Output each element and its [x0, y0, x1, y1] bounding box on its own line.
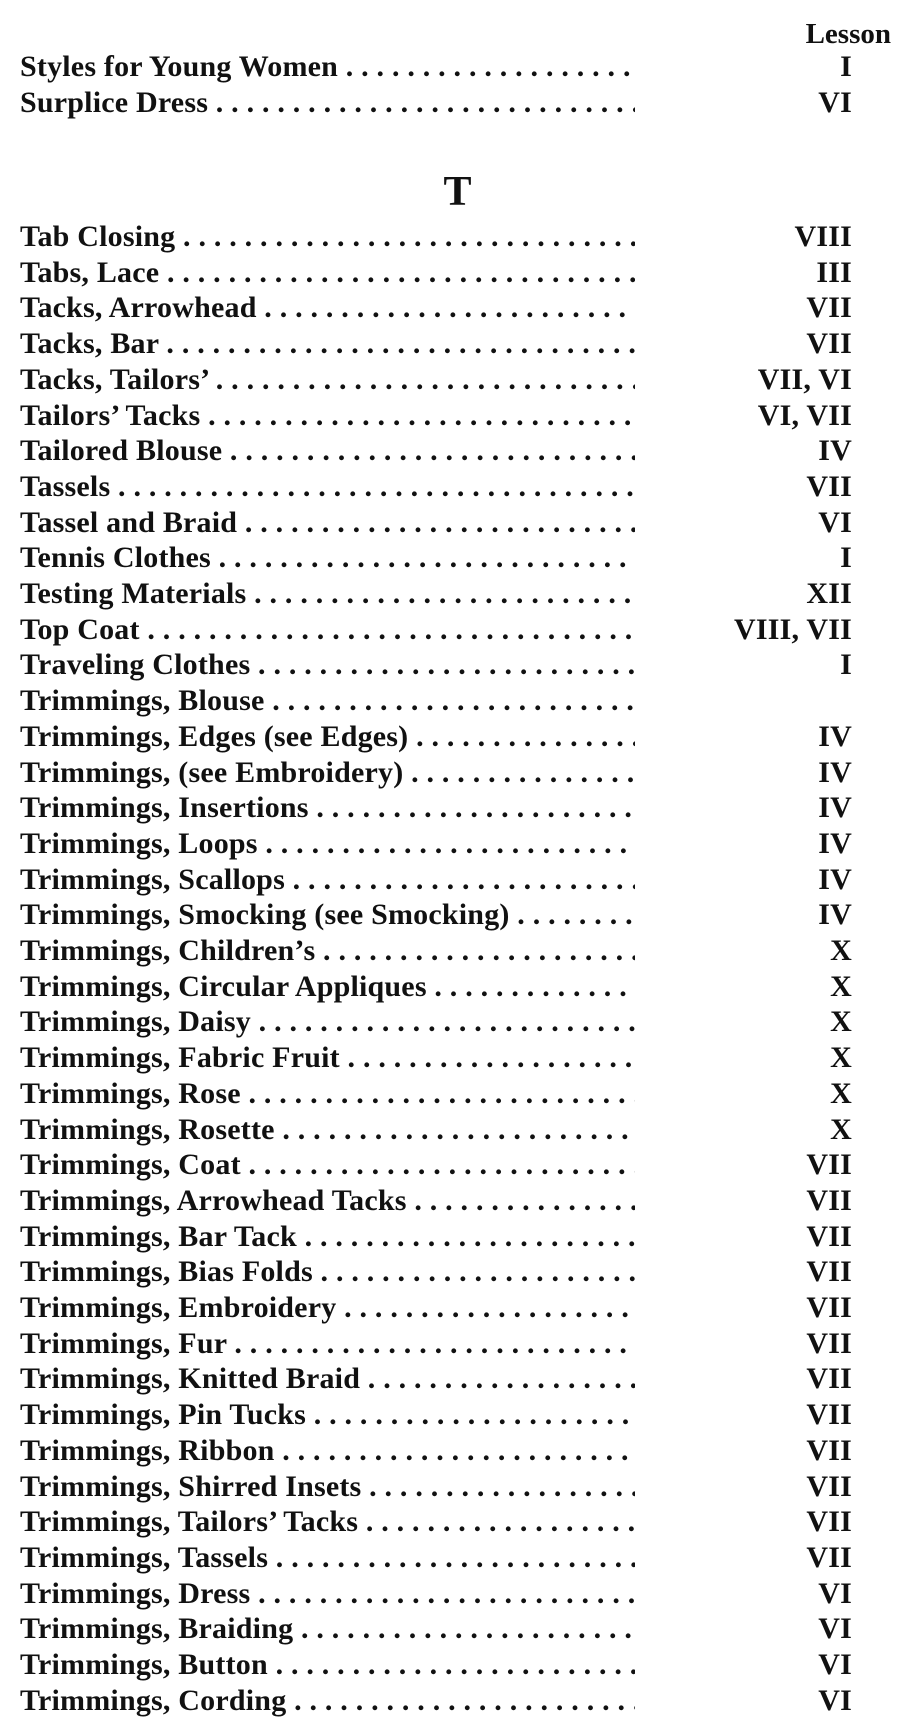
entry-lesson: X — [830, 1005, 852, 1039]
index-entry — [20, 1255, 852, 1291]
entry-lesson: VII — [806, 1183, 852, 1217]
index-entry — [20, 684, 852, 720]
entry-lesson: VI — [818, 505, 852, 539]
index-entry — [20, 256, 852, 292]
entry-lesson: X — [830, 934, 852, 967]
entry-lesson: IV — [818, 719, 852, 753]
entry-title: Trimmings, Children’s . . . — [20, 934, 635, 968]
entry-lesson: VII, VI — [757, 362, 852, 396]
index-entry — [20, 1362, 852, 1398]
index-entry — [20, 291, 852, 327]
entry-title: Trimmings, Fabric Fruit . . . — [20, 1041, 635, 1075]
entry-lesson: VII — [806, 1326, 852, 1360]
entry-title: Trimmings, Tassels . . . — [20, 1541, 635, 1575]
entry-lesson: VII — [806, 1540, 852, 1574]
entry-title: Styles for Young Women . . . — [20, 50, 635, 84]
entry-lesson: I — [840, 648, 852, 682]
entry-title: Tassel and Braid . . . — [20, 506, 635, 540]
entry-title: Trimmings, Circular Appliques . . . — [20, 970, 635, 1004]
entry-lesson: I — [840, 50, 852, 83]
entry-title: Tailors’ Tacks . . . — [20, 399, 635, 433]
index-entry — [20, 1577, 852, 1613]
index-entry — [20, 1648, 852, 1684]
index-entry — [20, 577, 852, 613]
index-entry — [20, 1541, 852, 1577]
index-entry — [20, 1041, 852, 1077]
entry-title: Trimmings, Scallops . . . — [20, 863, 635, 897]
entry-lesson: X — [830, 1112, 852, 1146]
index-entry — [20, 434, 852, 470]
index-entry — [20, 399, 852, 435]
index-entry — [20, 648, 852, 684]
entry-lesson: X — [830, 1041, 852, 1075]
entry-lesson: VII — [806, 1255, 852, 1289]
entry-lesson: VI — [818, 1612, 852, 1646]
entry-lesson: VII — [806, 1505, 852, 1539]
index-entry — [20, 934, 852, 970]
entry-lesson: VII — [806, 327, 852, 361]
index-entry — [20, 720, 852, 756]
entry-title: Trimmings, Smocking (see Smocking) . . . — [20, 898, 635, 932]
index-entry — [20, 86, 852, 122]
entry-title: Trimmings, Embroidery . . . — [20, 1291, 635, 1325]
entry-lesson: VIII, VII — [734, 612, 852, 646]
entry-title: Trimmings, Edges (see Edges) . . . — [20, 720, 635, 754]
entry-title: Trimmings, (see Embroidery) . . . — [20, 756, 635, 790]
index-entry — [20, 1005, 852, 1041]
entry-title: Trimmings, Blouse . . . — [20, 684, 635, 718]
index-entry — [20, 827, 852, 863]
entry-title: Tabs, Lace . . . — [20, 256, 635, 290]
entry-lesson: VII — [806, 1291, 852, 1324]
entry-lesson: IV — [818, 898, 852, 932]
index-entry — [20, 898, 852, 934]
entry-title: Testing Materials . . . — [20, 577, 635, 611]
index-entry — [20, 470, 852, 506]
entry-lesson: VII — [806, 469, 852, 503]
index-entry — [20, 970, 852, 1006]
entry-lesson: XII — [806, 577, 852, 610]
entry-lesson: IV — [818, 791, 852, 825]
entry-lesson: VI, VII — [757, 398, 852, 432]
index-entry — [20, 863, 852, 899]
entry-title: Traveling Clothes . . . — [20, 648, 635, 682]
index-entry — [20, 50, 852, 86]
entry-lesson: VI — [818, 1576, 852, 1610]
entry-lesson: VII — [806, 1362, 852, 1396]
entry-title: Tailored Blouse . . . — [20, 434, 635, 468]
entry-title: Trimmings, Tailors’ Tacks . . . — [20, 1505, 635, 1539]
entry-lesson: VII — [806, 291, 852, 325]
index-entry — [20, 1612, 852, 1648]
entry-lesson: VIII — [794, 220, 852, 253]
entry-title: Trimmings, Braiding . . . — [20, 1612, 635, 1646]
entry-title: Trimmings, Rosette . . . — [20, 1113, 635, 1147]
index-entry — [20, 1113, 852, 1149]
index-entry — [20, 1505, 852, 1541]
entry-title: Surplice Dress . . . — [20, 86, 635, 120]
index-entry — [20, 1184, 852, 1220]
entry-lesson: IV — [818, 434, 852, 468]
entry-lesson: VII — [806, 1219, 852, 1253]
entry-lesson: I — [840, 541, 852, 575]
entry-title: Tacks, Tailors’ . . . — [20, 363, 635, 397]
index-entry — [20, 613, 852, 649]
entry-title: Trimmings, Loops . . . — [20, 827, 635, 861]
entry-title: Trimmings, Shirred Insets . . . — [20, 1470, 635, 1504]
entry-title: Tab Closing . . . — [20, 220, 635, 254]
index-entry — [20, 1220, 852, 1256]
entry-title: Trimmings, Cording . . . — [20, 1684, 635, 1718]
entry-lesson: IV — [818, 862, 852, 896]
entry-title: Trimmings, Bar Tack . . . — [20, 1220, 635, 1254]
entry-lesson: IV — [818, 826, 852, 860]
index-entry — [20, 1684, 852, 1720]
entry-title: Trimmings, Button . . . — [20, 1648, 635, 1682]
entry-title: Trimmings, Knitted Braid . . . — [20, 1362, 635, 1396]
entry-title: Trimmings, Pin Tucks . . . — [20, 1398, 635, 1432]
entry-title: Trimmings, Coat . . . — [20, 1148, 635, 1182]
index-entry — [20, 1327, 852, 1363]
index-entry — [20, 327, 852, 363]
entry-lesson: VI — [818, 1648, 852, 1681]
entry-title: Top Coat . . . — [20, 613, 635, 647]
index-entry — [20, 791, 852, 827]
entry-lesson: VII — [806, 1148, 852, 1182]
entry-title: Trimmings, Insertions . . . — [20, 791, 635, 825]
entry-title: Tassels . . . — [20, 470, 635, 504]
entry-title: Trimmings, Ribbon . . . — [20, 1434, 635, 1468]
index-entry — [20, 220, 852, 256]
index-entry — [20, 1077, 852, 1113]
entry-title: Trimmings, Dress . . . — [20, 1577, 635, 1611]
entry-lesson: VII — [806, 1469, 852, 1503]
entry-title: Tacks, Bar . . . — [20, 327, 635, 361]
index-entry — [20, 541, 852, 577]
entry-title: Trimmings, Fur . . . — [20, 1327, 635, 1361]
index-entry — [20, 506, 852, 542]
entry-title: Trimmings, Rose . . . — [20, 1077, 635, 1111]
entry-lesson: X — [830, 969, 852, 1003]
entry-title: Trimmings, Daisy . . . — [20, 1005, 635, 1039]
index-entry — [20, 363, 852, 399]
index-entry — [20, 1398, 852, 1434]
entry-title: Tacks, Arrowhead . . . — [20, 291, 635, 325]
entry-lesson: VI — [818, 86, 852, 119]
entry-title: Tennis Clothes . . . — [20, 541, 635, 575]
index-entry — [20, 1434, 852, 1470]
entry-title: Trimmings, Arrowhead Tacks . . . — [20, 1184, 635, 1218]
entry-title: Trimmings, Bias Folds . . . — [20, 1255, 635, 1289]
entry-lesson: X — [830, 1076, 852, 1110]
index-entry — [20, 756, 852, 792]
entry-lesson: VI — [818, 1683, 852, 1717]
entry-lesson: III — [816, 255, 852, 289]
index-entry — [20, 1291, 852, 1327]
entry-lesson: VII — [806, 1398, 852, 1432]
entry-lesson: IV — [818, 755, 852, 789]
section-letter: T — [443, 169, 472, 215]
index-entry — [20, 1470, 852, 1506]
entry-lesson: VII — [806, 1433, 852, 1467]
lesson-column-header: Lesson — [805, 18, 891, 50]
index-entry — [20, 1148, 852, 1184]
